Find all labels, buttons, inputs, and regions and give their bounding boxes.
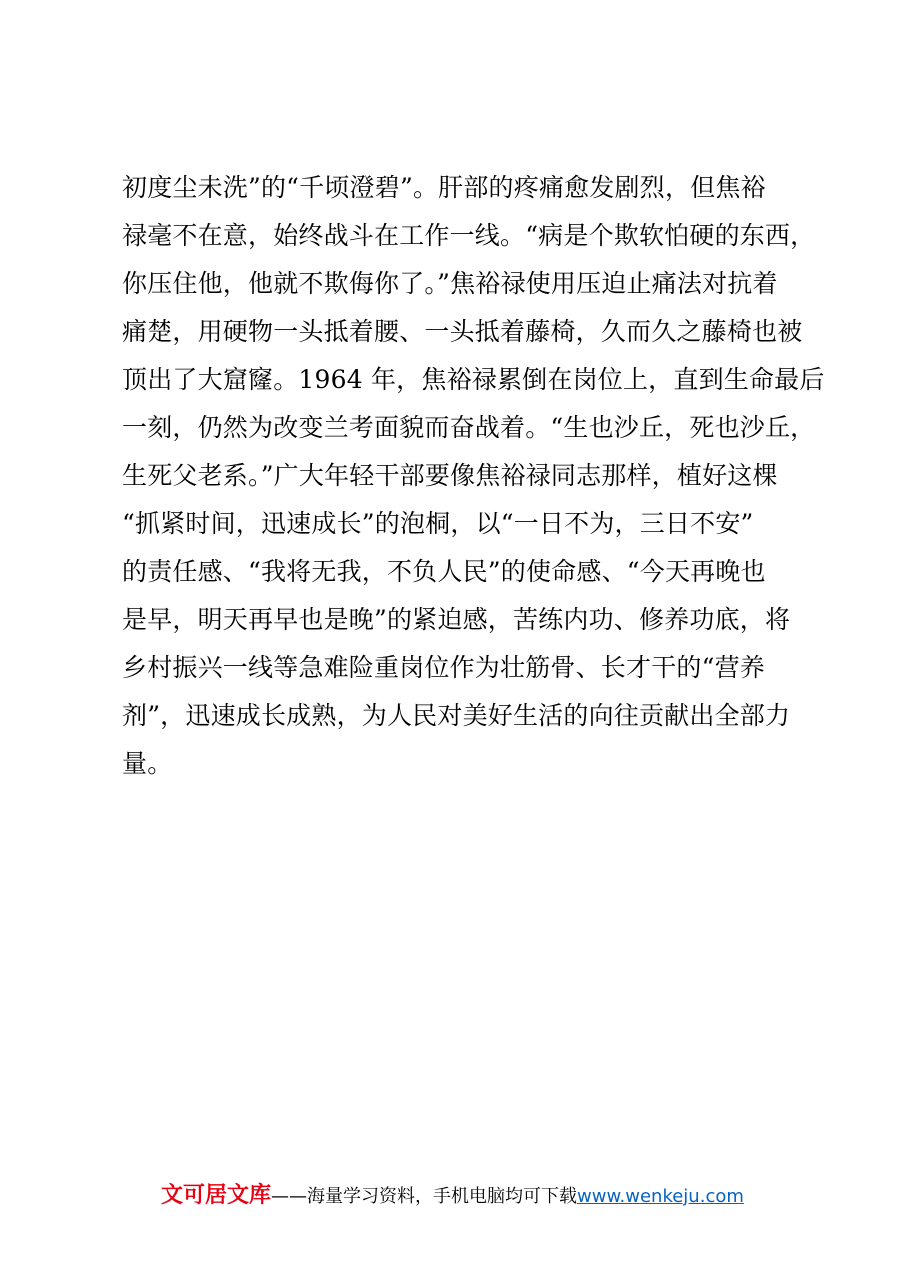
footer-tagline: ——海量学习资料，手机电脑均可下载	[271, 1186, 578, 1207]
body-line: 剂”，迅速成长成熟，为人民对美好生活的向往贡献出全部力	[122, 701, 791, 730]
body-line: 的责任感、“我将无我，不负人民”的使命感、“今天再晚也	[122, 557, 766, 586]
body-line: 顶出了大窟窿。1964 年，焦裕禄累倒在岗位上，直到生命最后	[122, 365, 825, 394]
body-line: 是早，明天再早也是晚”的紧迫感，苦练内功、修养功底，将	[122, 605, 791, 634]
body-line: 乡村振兴一线等急难险重岗位作为壮筋骨、长才干的“营养	[122, 653, 765, 682]
body-line: 痛楚，用硬物一头抵着腰、一头抵着藤椅，久而久之藤椅也被	[122, 317, 803, 346]
body-line: 量。	[122, 749, 173, 778]
body-line: 禄毫不在意，始终战斗在工作一线。“病是个欺软怕硬的东西，	[122, 221, 816, 250]
body-line: 你压住他，他就不欺侮你了。”焦裕禄使用压迫止痛法对抗着	[122, 269, 778, 298]
website-link[interactable]: www.wenkeju.com	[577, 1186, 744, 1207]
brand-name: 文可居文库	[161, 1183, 272, 1208]
body-line: 一刻，仍然为改变兰考面貌而奋战着。“生也沙丘，死也沙丘，	[122, 413, 816, 442]
body-line: “抓紧时间，迅速成长”的泡桐，以“一日不为，三日不安”	[122, 509, 754, 538]
body-line: 初度尘未洗”的“千顷澄碧”。肝部的疼痛愈发剧烈，但焦裕	[122, 173, 766, 202]
page-footer	[161, 1180, 744, 1212]
body-line: 生死父老系。”广大年轻干部要像焦裕禄同志那样，植好这棵	[122, 461, 778, 490]
document-body	[122, 164, 825, 788]
